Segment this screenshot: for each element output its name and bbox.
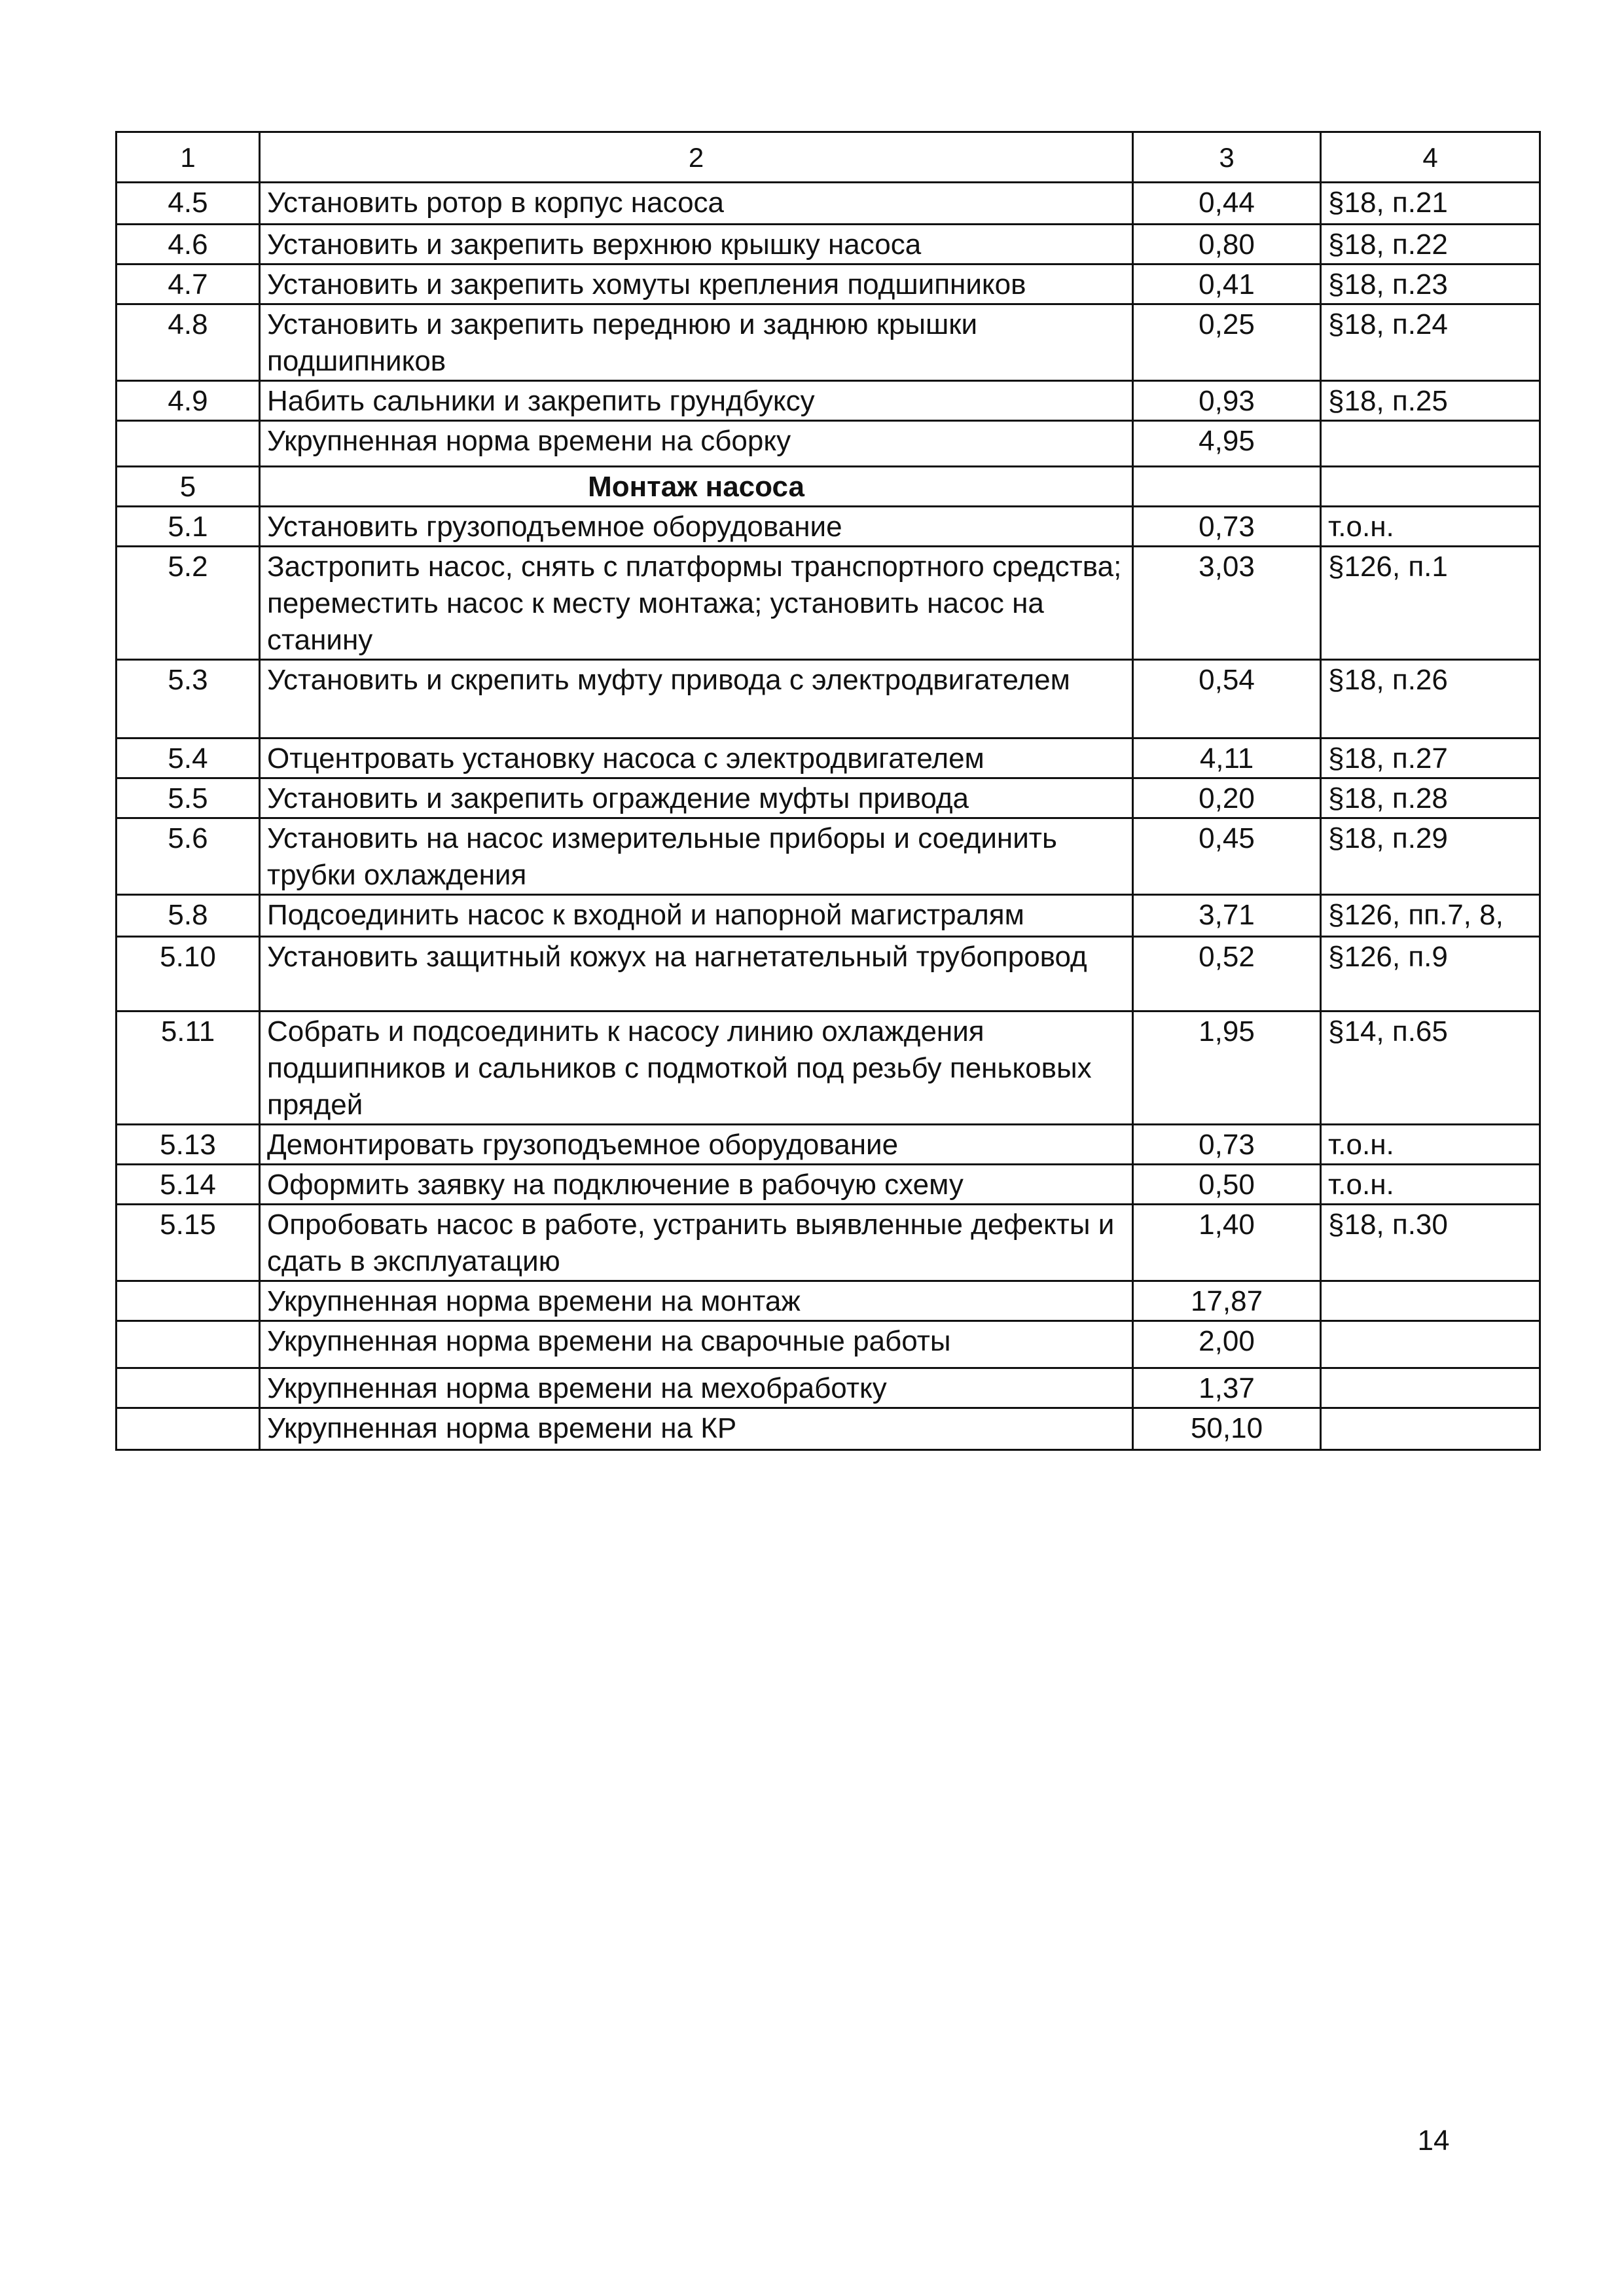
time-norm-cell	[1133, 467, 1321, 507]
table-row	[117, 507, 1540, 547]
header-cell-4: 4	[1321, 132, 1540, 183]
row-number-cell: 4.5	[117, 183, 260, 225]
table-row	[117, 1321, 1540, 1368]
row-number-cell	[117, 1408, 260, 1450]
time-norm-cell: 3,03	[1133, 547, 1321, 660]
operation-description-cell: Укрупненная норма времени на сварочные работы	[260, 1321, 1133, 1368]
row-number-cell: 5.13	[117, 1125, 260, 1165]
reference-cell: §18, п.30	[1321, 1205, 1540, 1281]
row-number-cell: 4.6	[117, 225, 260, 264]
table-row	[117, 1205, 1540, 1281]
reference-cell: §126, п.1	[1321, 547, 1540, 660]
operation-description-cell: Установить защитный кожух на нагнетательный трубопровод	[260, 937, 1133, 1011]
reference-cell: т.о.н.	[1321, 507, 1540, 547]
header-cell-1: 1	[117, 132, 260, 183]
row-number-cell: 5.10	[117, 937, 260, 1011]
reference-cell: т.о.н.	[1321, 1125, 1540, 1165]
table-row	[117, 818, 1540, 895]
row-number-cell	[117, 1321, 260, 1368]
time-norm-cell: 0,45	[1133, 818, 1321, 895]
time-norm-cell: 0,50	[1133, 1165, 1321, 1205]
row-number-cell: 5.2	[117, 547, 260, 660]
time-norm-cell: 1,40	[1133, 1205, 1321, 1281]
table-header-row	[117, 132, 1540, 183]
time-norm-cell: 0,54	[1133, 660, 1321, 738]
time-norm-cell: 1,37	[1133, 1368, 1321, 1408]
time-norm-cell: 4,95	[1133, 421, 1321, 467]
row-number-cell: 5.4	[117, 738, 260, 778]
reference-cell: т.о.н.	[1321, 1165, 1540, 1205]
reference-cell: §18, п.21	[1321, 183, 1540, 225]
table-row	[117, 895, 1540, 937]
reference-cell: §18, п.23	[1321, 264, 1540, 304]
row-number-cell: 5.14	[117, 1165, 260, 1205]
table-row	[117, 547, 1540, 660]
row-number-cell: 5.5	[117, 778, 260, 818]
time-norm-cell: 1,95	[1133, 1011, 1321, 1125]
reference-cell: §18, п.27	[1321, 738, 1540, 778]
table-row	[117, 183, 1540, 225]
table-row	[117, 264, 1540, 304]
time-norm-cell: 0,52	[1133, 937, 1321, 1011]
table-row	[117, 738, 1540, 778]
table-row	[117, 1368, 1540, 1408]
table-body	[117, 132, 1540, 1450]
time-norm-cell: 0,20	[1133, 778, 1321, 818]
row-number-cell: 4.9	[117, 381, 260, 421]
row-number-cell: 5.3	[117, 660, 260, 738]
table-row	[117, 1125, 1540, 1165]
operation-description-cell: Набить сальники и закрепить грундбуксу	[260, 381, 1133, 421]
row-number-cell	[117, 1368, 260, 1408]
reference-cell: §18, п.25	[1321, 381, 1540, 421]
operation-description-cell: Подсоединить насос к входной и напорной магистралям	[260, 895, 1133, 937]
operation-description-cell: Установить и скрепить муфту привода с электродвигателем	[260, 660, 1133, 738]
operation-description-cell: Укрупненная норма времени на КР	[260, 1408, 1133, 1450]
time-norm-cell: 0,80	[1133, 225, 1321, 264]
row-number-cell: 5	[117, 467, 260, 507]
reference-cell	[1321, 421, 1540, 467]
operation-description-cell: Оформить заявку на подключение в рабочую схему	[260, 1165, 1133, 1205]
row-number-cell: 4.7	[117, 264, 260, 304]
operation-description-cell: Установить и закрепить переднюю и заднюю крышки подшипников	[260, 304, 1133, 381]
table-row	[117, 660, 1540, 738]
reference-cell: §18, п.22	[1321, 225, 1540, 264]
reference-cell	[1321, 1321, 1540, 1368]
reference-cell: §18, п.26	[1321, 660, 1540, 738]
operation-description-cell: Собрать и подсоединить к насосу линию охлаждения подшипников и сальников с подмоткой под резьбу пеньковых прядей	[260, 1011, 1133, 1125]
operation-description-cell: Опробовать насос в работе, устранить выявленные дефекты и сдать в эксплуатацию	[260, 1205, 1133, 1281]
row-number-cell	[117, 421, 260, 467]
time-norm-cell: 4,11	[1133, 738, 1321, 778]
operation-description-cell: Монтаж насоса	[260, 467, 1133, 507]
section-row	[117, 467, 1540, 507]
operation-description-cell: Установить и закрепить верхнюю крышку насоса	[260, 225, 1133, 264]
table-row	[117, 1165, 1540, 1205]
row-number-cell: 5.8	[117, 895, 260, 937]
operation-description-cell: Укрупненная норма времени на сборку	[260, 421, 1133, 467]
reference-cell	[1321, 1368, 1540, 1408]
time-norm-cell: 3,71	[1133, 895, 1321, 937]
operation-description-cell: Укрупненная норма времени на монтаж	[260, 1281, 1133, 1321]
time-norm-cell: 0,73	[1133, 1125, 1321, 1165]
table-row	[117, 1011, 1540, 1125]
row-number-cell: 5.15	[117, 1205, 260, 1281]
reference-cell	[1321, 1408, 1540, 1450]
operation-description-cell: Установить и закрепить хомуты крепления подшипников	[260, 264, 1133, 304]
reference-cell	[1321, 1281, 1540, 1321]
row-number-cell: 5.1	[117, 507, 260, 547]
time-norm-cell: 50,10	[1133, 1408, 1321, 1450]
reference-cell: §14, п.65	[1321, 1011, 1540, 1125]
time-norm-cell: 0,41	[1133, 264, 1321, 304]
time-norm-cell: 2,00	[1133, 1321, 1321, 1368]
time-norm-cell: 0,93	[1133, 381, 1321, 421]
header-cell-2: 2	[260, 132, 1133, 183]
table-row	[117, 421, 1540, 467]
row-number-cell: 5.6	[117, 818, 260, 895]
operation-description-cell: Установить на насос измерительные приборы и соединить трубки охлаждения	[260, 818, 1133, 895]
reference-cell	[1321, 467, 1540, 507]
time-norms-table	[115, 131, 1541, 1451]
table-row	[117, 225, 1540, 264]
table-row	[117, 381, 1540, 421]
time-norm-cell: 0,73	[1133, 507, 1321, 547]
time-norm-cell: 17,87	[1133, 1281, 1321, 1321]
row-number-cell: 5.11	[117, 1011, 260, 1125]
row-number-cell: 4.8	[117, 304, 260, 381]
operation-description-cell: Демонтировать грузоподъемное оборудование	[260, 1125, 1133, 1165]
table-row	[117, 778, 1540, 818]
operation-description-cell: Отцентровать установку насоса с электродвигателем	[260, 738, 1133, 778]
time-norm-cell: 0,44	[1133, 183, 1321, 225]
operation-description-cell: Установить и закрепить ограждение муфты привода	[260, 778, 1133, 818]
header-cell-3: 3	[1133, 132, 1321, 183]
reference-cell: §126, пп.7, 8,	[1321, 895, 1540, 937]
table-row	[117, 304, 1540, 381]
table-row	[117, 1281, 1540, 1321]
operation-description-cell: Установить грузоподъемное оборудование	[260, 507, 1133, 547]
operation-description-cell: Укрупненная норма времени на мехобработку	[260, 1368, 1133, 1408]
operation-description-cell: Застропить насос, снять с платформы транспортного средства; переместить насос к месту монтажа; установить насос на станину	[260, 547, 1133, 660]
table-row	[117, 937, 1540, 1011]
reference-cell: §126, п.9	[1321, 937, 1540, 1011]
page-number: 14	[1417, 2124, 1450, 2157]
reference-cell: §18, п.24	[1321, 304, 1540, 381]
row-number-cell	[117, 1281, 260, 1321]
reference-cell: §18, п.29	[1321, 818, 1540, 895]
time-norm-cell: 0,25	[1133, 304, 1321, 381]
table-row	[117, 1408, 1540, 1450]
operation-description-cell: Установить ротор в корпус насоса	[260, 183, 1133, 225]
reference-cell: §18, п.28	[1321, 778, 1540, 818]
